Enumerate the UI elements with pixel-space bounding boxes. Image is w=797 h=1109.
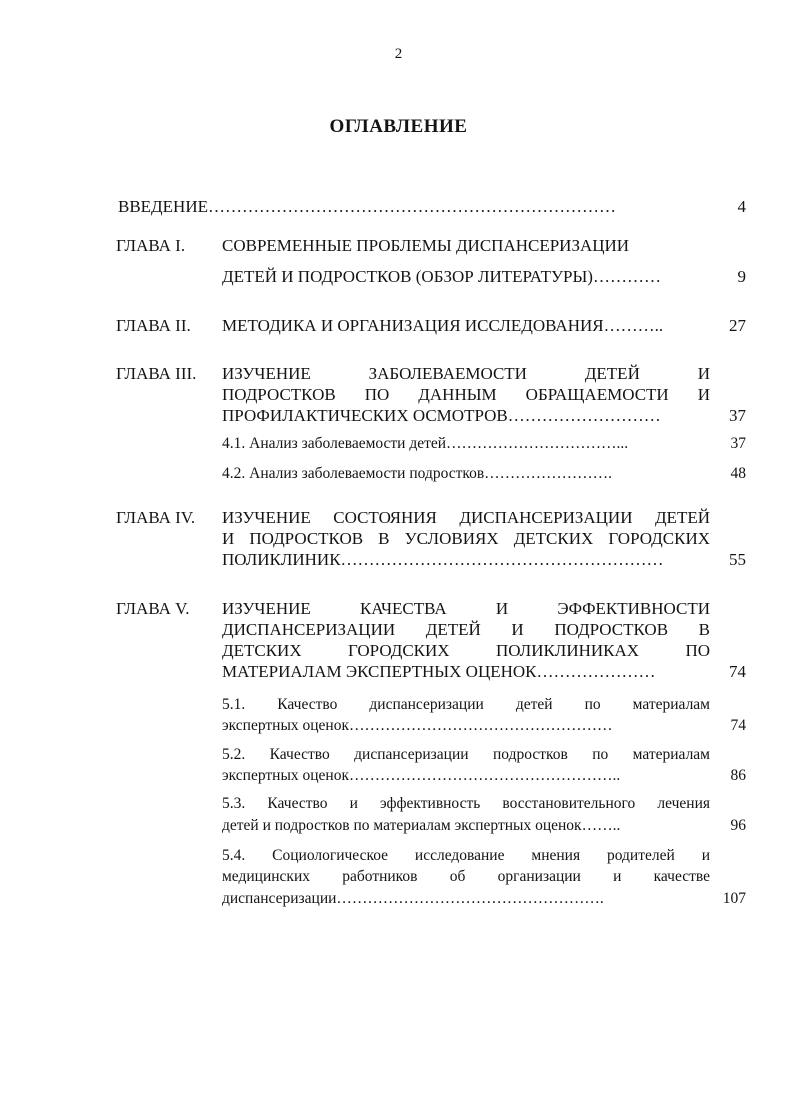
- chapter-title-line: ДЕТСКИХ ГОРОДСКИХ ПОЛИКЛИНИКАХ ПО: [222, 641, 710, 660]
- page-ref: 74: [730, 717, 746, 734]
- section-4-2: 4.2. Анализ заболеваемости подростков…………………….: [222, 465, 613, 482]
- section-5-4-line: диспансеризации…………………………………………….: [222, 890, 604, 907]
- section-5-2-line: 5.2. Качество диспансеризации подростков по материалам: [222, 746, 710, 763]
- page-ref: 37: [730, 435, 746, 452]
- chapter-title-line: ДИСПАНСЕРИЗАЦИИ ДЕТЕЙ И ПОДРОСТКОВ В: [222, 620, 710, 639]
- chapter-title-line: ПРОФИЛАКТИЧЕСКИХ ОСМОТРОВ………………………: [222, 406, 661, 425]
- section-5-1-line: 5.1. Качество диспансеризации детей по материалам: [222, 696, 710, 713]
- section-5-3-line: детей и подростков по материалам экспертных оценок……..: [222, 817, 621, 834]
- chapter-label: ГЛАВА II.: [116, 316, 191, 335]
- section-5-1-line: экспертных оценок……………………………………………: [222, 717, 613, 734]
- chapter-title-line: МАТЕРИАЛАМ ЭКСПЕРТНЫХ ОЦЕНОК…………………: [222, 662, 656, 681]
- chapter-label: ГЛАВА III.: [116, 364, 197, 383]
- section-5-4-line: 5.4. Социологическое исследование мнения родителей и: [222, 847, 710, 864]
- chapter-title-line: ПОДРОСТКОВ ПО ДАННЫМ ОБРАЩАЕМОСТИ И: [222, 385, 710, 404]
- page-ref: 48: [730, 465, 746, 482]
- chapter-label: ГЛАВА V.: [116, 599, 190, 618]
- page-ref: 74: [729, 662, 746, 681]
- chapter-title-line: ИЗУЧЕНИЕ СОСТОЯНИЯ ДИСПАНСЕРИЗАЦИИ ДЕТЕЙ: [222, 508, 710, 527]
- page-ref: 27: [729, 316, 746, 335]
- section-5-2-line: экспертных оценок……………………………………………..: [222, 767, 621, 784]
- section-5-4-line: медицинских работников об организации и качестве: [222, 868, 710, 885]
- page-ref: 9: [737, 267, 746, 286]
- page-title: ОГЛАВЛЕНИЕ: [329, 116, 468, 137]
- page-ref: 55: [729, 550, 746, 569]
- entry-text: ВВЕДЕНИЕ………………………………………………………………: [118, 197, 616, 216]
- section-4-1: 4.1. Анализ заболеваемости детей……………………………...: [222, 435, 629, 452]
- chapter-title-line: МЕТОДИКА И ОРГАНИЗАЦИЯ ИССЛЕДОВАНИЯ………..: [222, 316, 664, 335]
- page-ref: 37: [729, 406, 746, 425]
- page-ref: 86: [730, 767, 746, 784]
- chapter-title-line: ИЗУЧЕНИЕ ЗАБОЛЕВАЕМОСТИ ДЕТЕЙ И: [222, 364, 710, 383]
- section-5-3-line: 5.3. Качество и эффективность восстановительного лечения: [222, 795, 710, 812]
- chapter-title-line: ПОЛИКЛИНИК…………………………………………………: [222, 550, 664, 569]
- page-number: 2: [394, 46, 403, 62]
- page-ref: 107: [722, 890, 746, 907]
- chapter-label: ГЛАВА I.: [116, 236, 186, 255]
- chapter-title-line: И ПОДРОСТКОВ В УСЛОВИЯХ ДЕТСКИХ ГОРОДСКИХ: [222, 529, 710, 548]
- chapter-title-line: ДЕТЕЙ И ПОДРОСТКОВ (ОБЗОР ЛИТЕРАТУРЫ)…………: [222, 267, 661, 286]
- chapter-title-line: ИЗУЧЕНИЕ КАЧЕСТВА И ЭФФЕКТИВНОСТИ: [222, 599, 710, 618]
- page-ref: 4: [737, 197, 746, 216]
- page-ref: 96: [730, 817, 746, 834]
- chapter-label: ГЛАВА IV.: [116, 508, 196, 527]
- chapter-title-line: СОВРЕМЕННЫЕ ПРОБЛЕМЫ ДИСПАНСЕРИЗАЦИИ: [222, 236, 630, 255]
